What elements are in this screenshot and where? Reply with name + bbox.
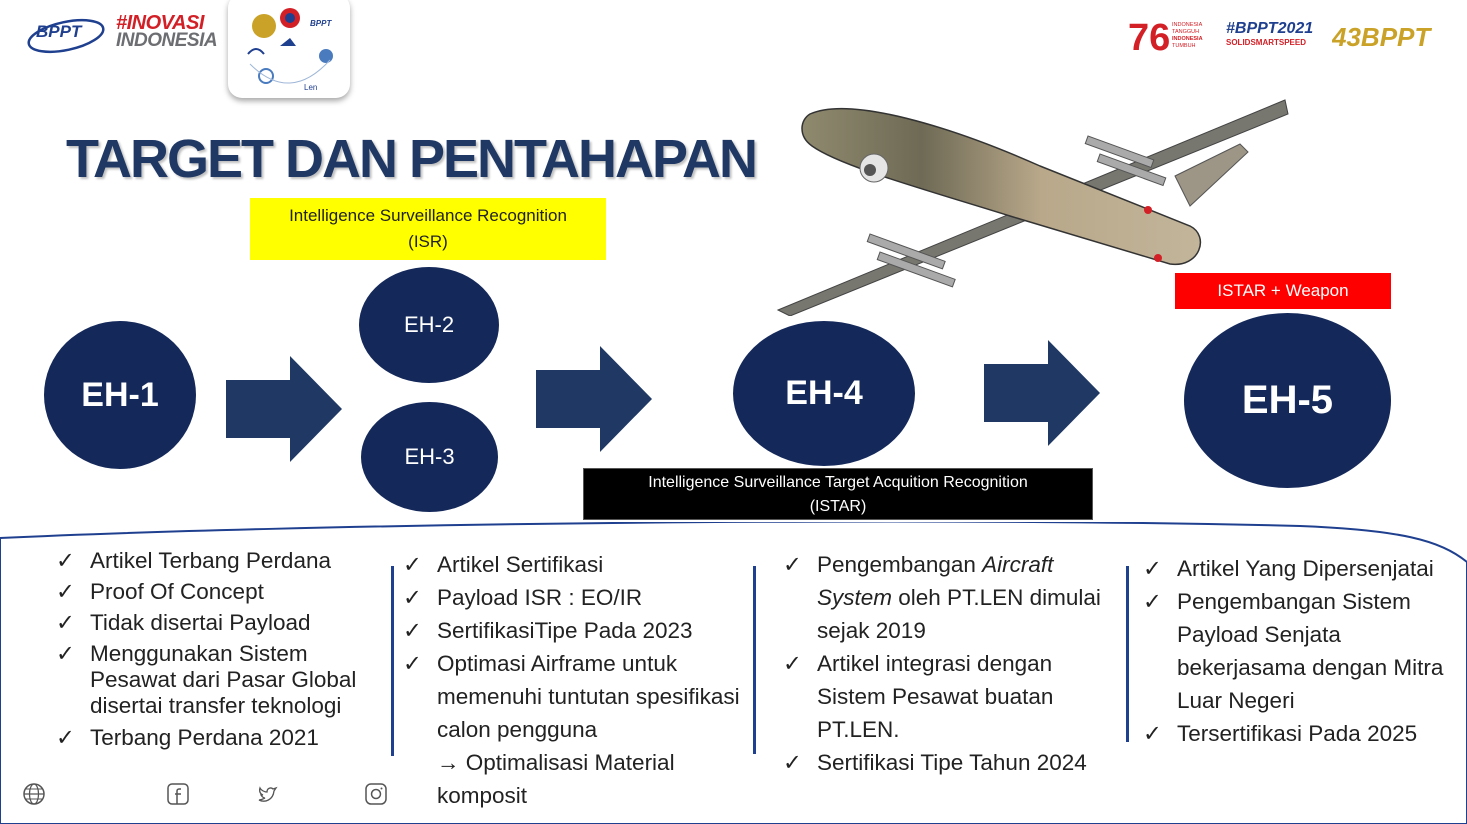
list-item: ✓ Sertifikasi Tipe Tahun 2024 <box>783 746 1123 779</box>
stage-eh5: EH-5 <box>1184 313 1391 488</box>
svg-text:TUMBUH: TUMBUH <box>1172 43 1196 49</box>
milestone-list-eh4 <box>783 548 1123 779</box>
svg-text:76: 76 <box>1128 17 1171 58</box>
milestone-list-eh5 <box>1143 552 1453 750</box>
svg-text:43BPPT: 43BPPT <box>1332 22 1431 52</box>
column-divider <box>1126 566 1129 742</box>
partner-logos-panel <box>228 0 350 98</box>
isr-label <box>250 198 606 260</box>
stage-eh4: EH-4 <box>733 321 915 466</box>
76-anniversary-logo <box>1128 16 1218 58</box>
check-icon: ✓ <box>403 585 422 610</box>
list-item: ✓ Pengembangan Sistem Payload Senjata bekerjasama dengan Mitra Luar Negeri <box>1143 585 1453 717</box>
istar-label-line2: (ISTAR) <box>809 498 867 515</box>
svg-text:Len: Len <box>304 83 318 92</box>
43-bppt-logo <box>1332 18 1442 54</box>
arrow-right-icon <box>226 356 344 462</box>
istar-label <box>583 468 1093 520</box>
list-item: ✓ Proof Of Concept <box>56 579 264 604</box>
check-icon: ✓ <box>403 552 422 577</box>
globe-icon[interactable] <box>22 782 46 806</box>
milestone-list-eh2-eh3 <box>403 548 743 812</box>
inovasi-indonesia-logo: #INOVASI INDONESIA <box>116 12 218 51</box>
arrow-right-icon <box>984 340 1102 446</box>
svg-text:BPPT: BPPT <box>36 22 82 41</box>
check-icon: ✓ <box>1143 556 1162 581</box>
list-item: ✓ Menggunakan Sistem Pesawat dari Pasar Global disertai transfer teknologi <box>56 641 357 718</box>
arrow-right-icon <box>536 346 654 452</box>
check-icon: ✓ <box>403 618 422 643</box>
column-divider <box>391 566 394 756</box>
list-item: ✓ Artikel Terbang Perdana <box>56 548 331 573</box>
stage-eh1: EH-1 <box>44 321 196 469</box>
arrow-right-icon: → <box>437 750 466 775</box>
check-icon: ✓ <box>783 552 802 577</box>
milestone-list-eh1 <box>56 548 391 756</box>
list-item: ✓ Pengembangan Aircraft System oleh PT.LEN dimulai sejak 2019 <box>783 548 1123 647</box>
svg-text:TANGGUH: TANGGUH <box>1172 29 1200 35</box>
list-item: ✓ Payload ISR : EO/IR <box>403 581 743 614</box>
list-item: ✓ Artikel integrasi dengan Sistem Pesawat buatan PT.LEN. <box>783 647 1123 746</box>
instagram-icon[interactable] <box>364 782 388 806</box>
check-icon: ✓ <box>56 610 75 635</box>
column-divider <box>753 566 756 754</box>
list-item: ✓ Terbang Perdana 2021 <box>56 725 319 750</box>
page-title: TARGET DAN PENTAHAPAN <box>66 129 756 189</box>
list-item: ✓ Tersertifikasi Pada 2025 <box>1143 717 1453 750</box>
stage-eh3: EH-3 <box>361 402 498 512</box>
check-icon: ✓ <box>56 579 75 604</box>
facebook-icon[interactable] <box>166 782 190 806</box>
check-icon: ✓ <box>1143 721 1162 746</box>
twitter-icon[interactable] <box>256 782 280 806</box>
check-icon: ✓ <box>403 651 422 676</box>
check-icon: ✓ <box>56 641 75 666</box>
stage-eh2: EH-2 <box>359 267 499 383</box>
check-icon: ✓ <box>1143 589 1162 614</box>
check-icon: ✓ <box>783 750 802 775</box>
svg-text:BPPT: BPPT <box>310 19 332 28</box>
isr-label-line2: (ISR) <box>408 232 448 251</box>
svg-text:INDONESIA: INDONESIA <box>1172 22 1203 28</box>
isr-label-line1: Intelligence Surveillance Recognition <box>289 206 567 225</box>
list-item: ✓ Tidak disertai Payload <box>56 610 311 635</box>
list-item: ✓ Optimasi Airframe untuk memenuhi tuntutan spesifikasi calon pengguna → Optimalisasi Material komposit <box>403 647 743 812</box>
istar-label-line1: Intelligence Surveillance Target Acquition Recognition <box>648 474 1028 491</box>
list-item: ✓ Artikel Yang Dipersenjatai <box>1143 552 1453 585</box>
check-icon: ✓ <box>56 548 75 573</box>
istar-weapon-label: ISTAR + Weapon <box>1175 273 1391 309</box>
bppt2021-logo: #BPPT2021 SOLIDSMARTSPEED <box>1226 20 1314 47</box>
list-item: ✓ Artikel Sertifikasi <box>403 548 743 581</box>
bppt-logo <box>26 12 106 60</box>
check-icon: ✓ <box>783 651 802 676</box>
list-item: ✓ SertifikasiTipe Pada 2023 <box>403 614 743 647</box>
svg-text:INDONESIA: INDONESIA <box>1172 36 1203 42</box>
partner-logos-icon <box>228 0 350 98</box>
check-icon: ✓ <box>56 725 75 750</box>
